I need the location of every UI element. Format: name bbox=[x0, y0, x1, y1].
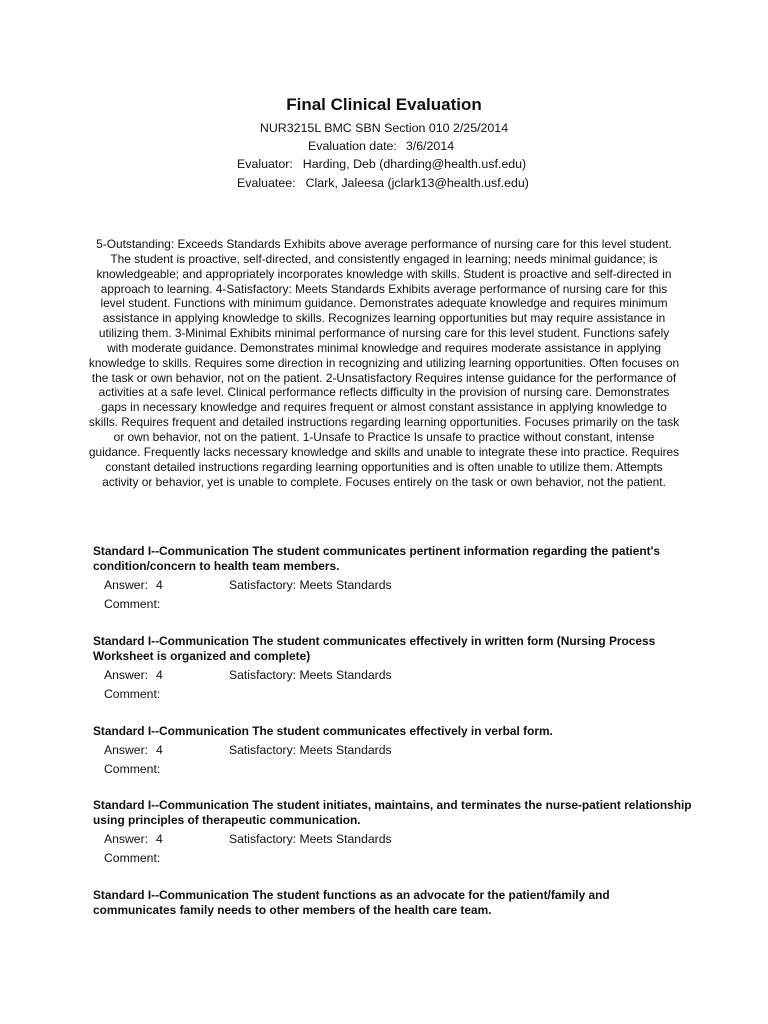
standard-item bbox=[93, 544, 693, 615]
standard-heading: Standard I--Communication The student communicates effectively in verbal form. bbox=[93, 724, 553, 738]
course-section-line: NUR3215L BMC SBN Section 010 2/25/2014 bbox=[259, 121, 509, 135]
comment-row bbox=[93, 597, 693, 616]
comment-row bbox=[93, 687, 693, 706]
answer-row bbox=[93, 578, 693, 597]
answer-description: Satisfactory: Meets Standards bbox=[229, 743, 392, 757]
answer-value: 4 bbox=[156, 668, 163, 682]
answer-description: Satisfactory: Meets Standards bbox=[229, 578, 392, 592]
answer-description: Satisfactory: Meets Standards bbox=[229, 668, 392, 682]
standard-heading: Standard I--Communication The student functions as an advocate for the patient/family and communicates family needs to other members of the health care team. bbox=[93, 888, 610, 917]
standard-heading: Standard I--Communication The student initiates, maintains, and terminates the nurse-patient relationship using principles of therapeutic communication. bbox=[93, 798, 692, 827]
evaluator-value: Harding, Deb (dharding@health.usf.edu) bbox=[302, 157, 527, 171]
standard-item bbox=[93, 634, 693, 705]
answer-value: 4 bbox=[156, 743, 163, 757]
answer-label: Answer: bbox=[104, 578, 149, 592]
standard-item bbox=[93, 724, 693, 780]
rating-scale-description: 5-Outstanding: Exceeds Standards Exhibits above average performance of nursing care for this level student. The student is proactive, self-directed, and consistently engaged in learning; needs minimal guidance; is knowledgeable; and appropriately incorporates knowledge with skills. Student is proactive and self-directed in approach to learning. 4-Satisfactory: Meets Standards Exhibits average performance of nursing care for this level student. Functions with minimum guidance. Demonstrates adequate knowledge and requires minimum assistance in applying knowledge to skills. Recognizes learning opportunities but may require assistance in utilizing them. 3-Minimal Exhibits minimal performance of nursing care for this level student. Functions safely with moderate guidance. Demonstrates minimal knowledge and requires moderate assistance in applying knowledge to skills. Requires some direction in recognizing and utilizing learning opportunities. Often focuses on the task or own behavior, not on the patient. 2-Unsatisfactory Requires intense guidance for the performance of activities at a safe level. Clinical performance reflects difficulty in the provision of nursing care. Demonstrates gaps in necessary knowledge and requires frequent or almost constant assistance in applying knowledge to skills. Requires frequent and detailed instructions regarding learning opportunities. Focuses primarily on the task or own behavior, not on the patient. 1-Unsafe to Practice Is unsafe to practice without constant, intense guidance. Frequently lacks necessary knowledge and skills and unable to integrate these into practice. Requires constant detailed instructions regarding learning opportunities and is often unable to utilize them. Attempts activity or behavior, yet is unable to complete. Focuses entirely on the task or own behavior, not the patient. bbox=[88, 237, 680, 489]
answer-label: Answer: bbox=[104, 668, 149, 682]
standard-heading: Standard I--Communication The student communicates pertinent information regarding the patient's condition/concern to health team members. bbox=[93, 544, 661, 573]
evaluatee-row bbox=[237, 176, 529, 190]
evaluation-date-label: Evaluation date: bbox=[308, 139, 397, 153]
standard-item bbox=[93, 798, 693, 869]
standard-heading: Standard I--Communication The student communicates effectively in written form (Nursing Process Worksheet is organized and complete) bbox=[93, 634, 656, 663]
answer-value: 4 bbox=[156, 832, 163, 846]
comment-label: Comment: bbox=[104, 761, 161, 776]
evaluatee-label: Evaluatee: bbox=[237, 176, 296, 190]
evaluator-row bbox=[237, 157, 526, 171]
evaluation-date-row bbox=[308, 139, 454, 153]
comment-row bbox=[93, 851, 693, 870]
answer-row bbox=[93, 743, 693, 762]
evaluator-label: Evaluator: bbox=[237, 157, 293, 171]
answer-label: Answer: bbox=[104, 743, 149, 757]
evaluatee-value: Clark, Jaleesa (jclark13@health.usf.edu) bbox=[305, 176, 529, 190]
comment-label: Comment: bbox=[104, 850, 161, 865]
answer-row bbox=[93, 832, 693, 851]
evaluation-date-value: 3/6/2014 bbox=[405, 139, 455, 153]
comment-label: Comment: bbox=[104, 596, 161, 611]
answer-row bbox=[93, 668, 693, 687]
standard-item bbox=[93, 888, 693, 918]
answer-value: 4 bbox=[156, 578, 163, 592]
answer-label: Answer: bbox=[104, 832, 149, 846]
answer-description: Satisfactory: Meets Standards bbox=[229, 832, 392, 846]
comment-label: Comment: bbox=[104, 686, 161, 701]
page-title: Final Clinical Evaluation bbox=[286, 95, 482, 114]
comment-row bbox=[93, 762, 693, 781]
